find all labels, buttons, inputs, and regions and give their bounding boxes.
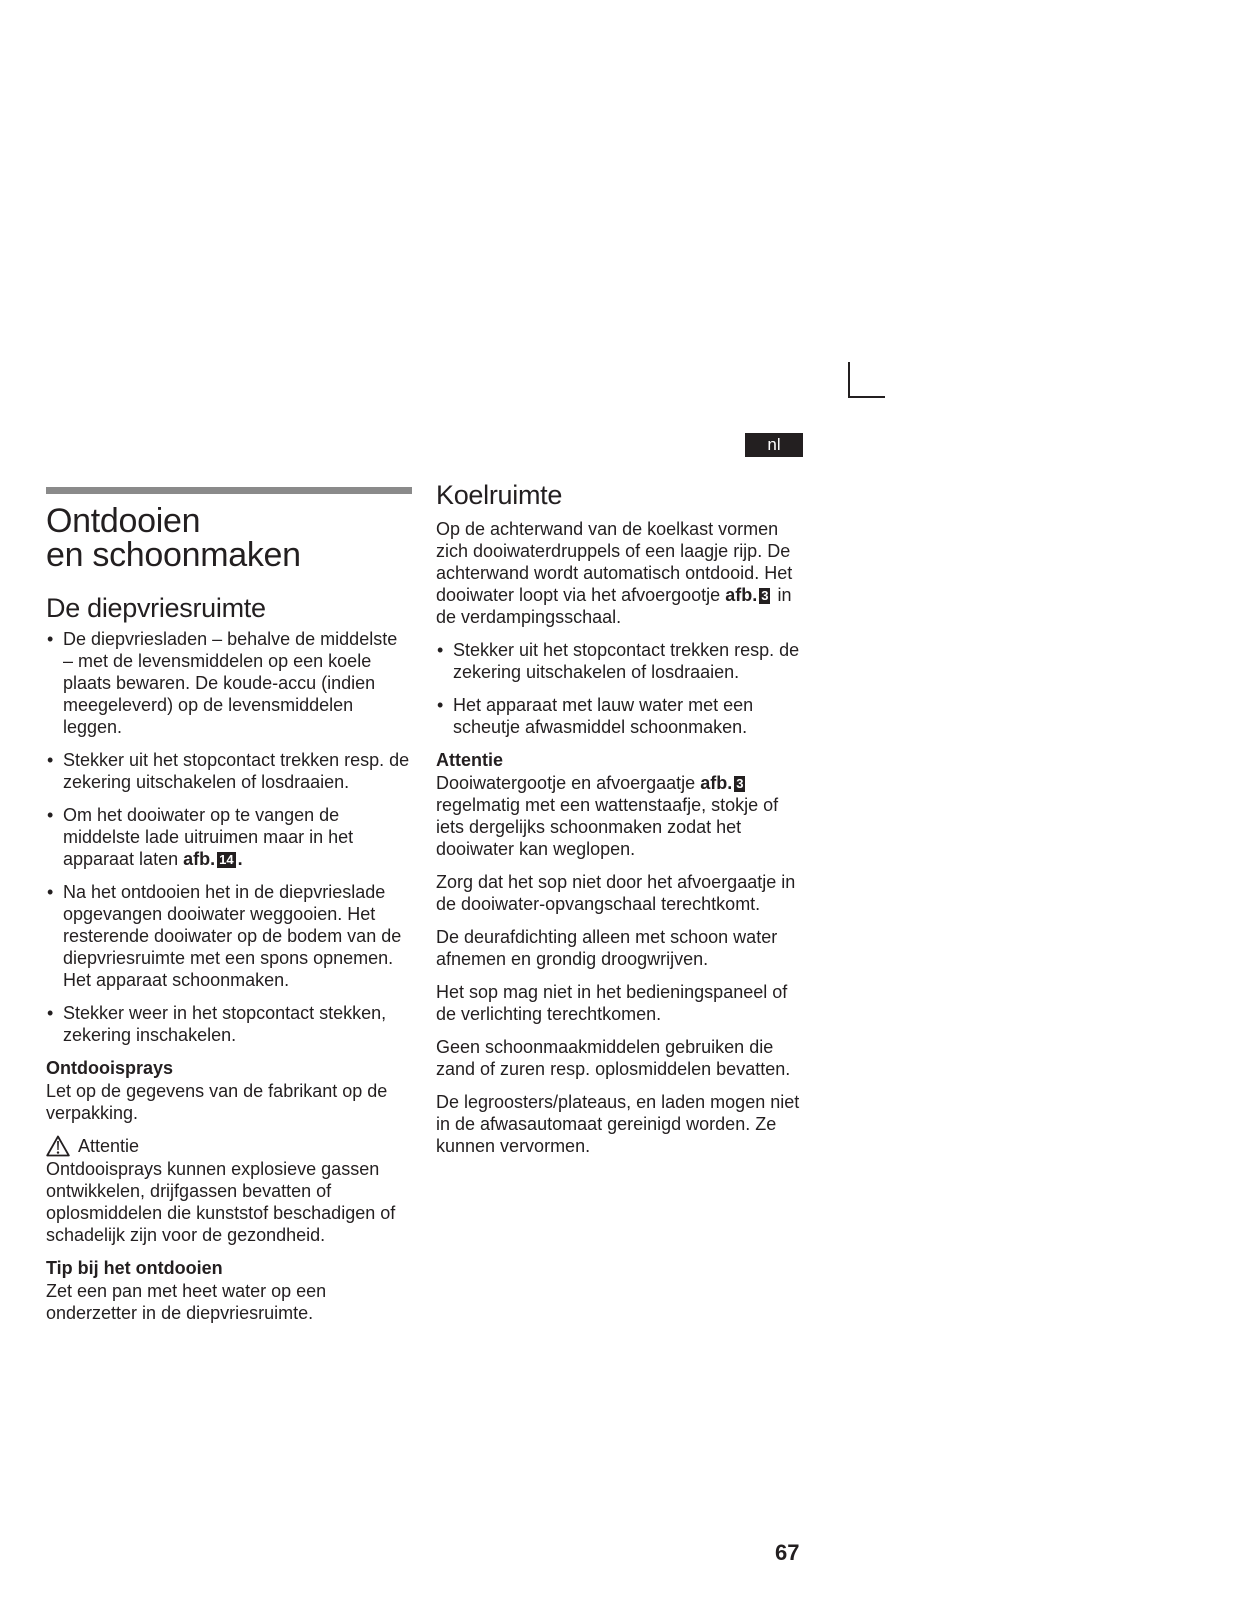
fridge-intro — [436, 518, 808, 628]
figure-number-badge: 3 — [761, 588, 769, 603]
freezer-section-title: De diepvriesruimte — [46, 593, 266, 623]
fridge-paragraph: Zorg dat het sop niet door het afvoergaatje in de dooiwater-opvangschaal terechtkomt. — [436, 872, 796, 914]
tip-text: Zet een pan met heet water op een onderzetter in de diepvriesruimte. — [46, 1281, 327, 1323]
list-item-text: Om het dooiwater op te vangen de middelste lade uitruimen maar in het apparaat laten — [63, 805, 354, 869]
fridge-steps-list — [436, 639, 808, 738]
fridge-attention-start: Dooiwatergootje en afvoergaatje — [436, 773, 696, 793]
figure-ref-end: . — [237, 849, 243, 869]
page-title-line2: en schoonmaken — [46, 536, 301, 574]
freezer-steps-list — [46, 628, 412, 1046]
figure-number-badge: 3 — [736, 776, 744, 791]
figure-ref-label: afb. — [183, 849, 216, 869]
fridge-intro-end: in de verdampingsschaal. — [436, 585, 792, 627]
list-item: • Het apparaat met lauw water met een scheutje afwasmiddel schoonmaken. — [436, 694, 808, 738]
fridge-paragraph: De legroosters/plateaus, en laden mogen niet in de afwasautomaat gereinigd worden. Ze kunnen vervormen. — [436, 1092, 800, 1156]
fridge-paragraph: Geen schoonmaakmiddelen gebruiken die zand of zuren resp. oplosmiddelen bevatten. — [436, 1037, 791, 1079]
list-item: • Stekker weer in het stopcontact stekken, zekering inschakelen. — [46, 1002, 412, 1046]
left-column — [46, 487, 412, 1335]
figure-ref-label: afb. — [725, 585, 758, 605]
attention-label: Attentie — [78, 1136, 140, 1156]
defrost-sprays-heading: Ontdooisprays — [46, 1058, 174, 1078]
list-item: • De diepvriesladen – behalve de middelste – met de levensmiddelen op een koele plaats bewaren. De koude-accu (indien meegeleverd) op de levensmiddelen leggen. — [46, 628, 412, 738]
warning-triangle-icon — [46, 1135, 70, 1157]
page-title-line1: Ontdooien — [46, 502, 201, 540]
list-item: • Stekker uit het stopcontact trekken resp. de zekering uitschakelen of losdraaien. — [436, 639, 808, 683]
fridge-attention-end: regelmatig met een wattenstaafje, stokje of iets dergelijks schoonmaken zodat het dooiwater kan weglopen. — [436, 795, 779, 859]
figure-ref-label: afb. — [700, 773, 733, 793]
fridge-attention-text — [436, 772, 808, 860]
fridge-section-title: Koelruimte — [436, 480, 563, 510]
page-number: 67 — [775, 1540, 800, 1565]
attention-text: Ontdooisprays kunnen explosieve gassen ontwikkelen, drijfgassen bevatten of oplosmiddelen die kunststof beschadigen of schadelijk zijn voor de gezondheid. — [46, 1159, 396, 1245]
right-column — [436, 480, 808, 1168]
fridge-attention-heading: Attentie — [436, 750, 503, 770]
attention-heading — [46, 1135, 412, 1157]
list-item — [46, 804, 412, 870]
language-tab: nl — [745, 433, 803, 457]
list-item: • Stekker uit het stopcontact trekken resp. de zekering uitschakelen of losdraaien. — [46, 749, 412, 793]
tip-heading: Tip bij het ontdooien — [46, 1258, 223, 1278]
figure-number-badge: 14 — [219, 852, 234, 867]
list-item: • Na het ontdooien het in de diepvrieslade opgevangen dooiwater weggooien. Het resterende dooiwater op de bodem van de diepvriesruimte met een spons opnemen. Het apparaat schoonmaken. — [46, 881, 412, 991]
fridge-paragraph: De deurafdichting alleen met schoon water afnemen en grondig droogwrijven. — [436, 927, 778, 969]
fridge-paragraph: Het sop mag niet in het bedieningspaneel of de verlichting terechtkomen. — [436, 982, 788, 1024]
crop-mark — [848, 362, 885, 398]
fridge-intro-text: Op de achterwand van de koelkast vormen zich dooiwaterdruppels of een laagje rijp. De achterwand wordt automatisch ontdooid. Het dooiwater loopt via het afvoergootje — [436, 519, 793, 605]
page-title — [46, 504, 412, 572]
defrost-sprays-text: Let op de gegevens van de fabrikant op de verpakking. — [46, 1081, 388, 1123]
title-rule — [46, 487, 412, 494]
